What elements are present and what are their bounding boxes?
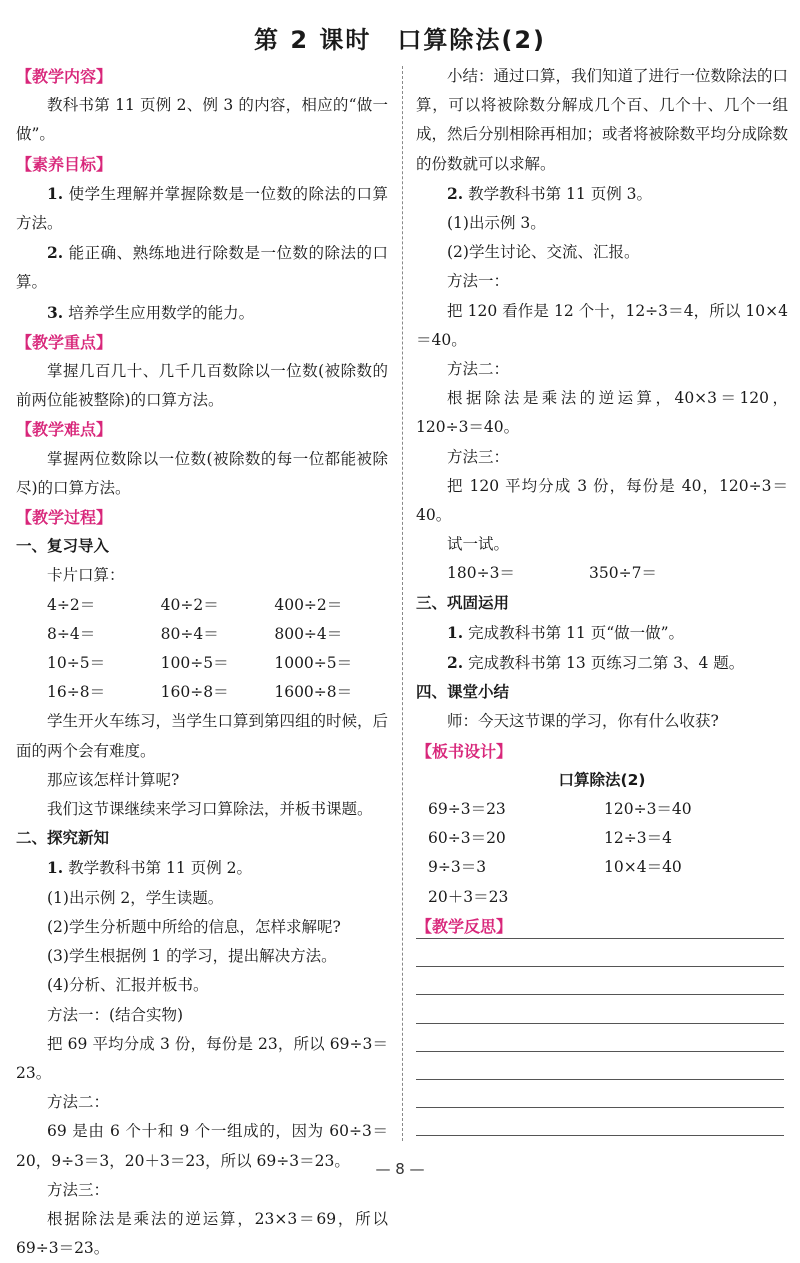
summary-text: 小结：通过口算，我们知道了进行一位数除法的口算，可以将被除数分解成几个百、几个十、几个一组成，然后分别相除再相加；或者将被除数平均分成除数的份数就可以求解。 — [416, 67, 789, 173]
page-title: 第 2 课时 口算除法(2) — [253, 26, 547, 54]
heading-process: 【教学过程】 — [16, 508, 113, 528]
left-column — [16, 62, 388, 1263]
method-1-label: 方法一： — [447, 272, 510, 291]
paragraph-train: 学生开火车练习，当学生口算到第四组的时候，后面的两个会有难度。 — [16, 712, 389, 760]
step-2: (2)学生分析题中所给的信息，怎样求解呢? — [47, 917, 341, 936]
writing-line — [416, 938, 784, 939]
writing-line — [416, 1079, 784, 1080]
card-item: 800÷4＝ — [274, 624, 343, 643]
goal-2-number: 2. — [47, 243, 64, 263]
section-explore: 二、探究新知 — [16, 829, 110, 848]
card-item: 40÷2＝ — [160, 595, 219, 614]
goal-1 — [16, 179, 388, 238]
writing-line — [416, 994, 784, 995]
board-item: 20＋3＝23 — [428, 887, 509, 906]
example-2-number: 1. — [47, 858, 64, 878]
right-column — [416, 62, 788, 941]
writing-line — [416, 1051, 784, 1052]
board-item: 9÷3＝3 — [428, 858, 487, 877]
board-row — [416, 795, 788, 824]
card-item: 160÷8＝ — [160, 683, 229, 702]
goal-1-number: 1. — [47, 183, 64, 203]
step-1: (1)出示例 3。 — [447, 214, 546, 233]
heading-key-point: 【教学重点】 — [16, 332, 113, 352]
writing-line — [416, 1023, 784, 1024]
reflection-lines[interactable] — [416, 938, 784, 1164]
heading-content: 【教学内容】 — [16, 67, 113, 86]
goal-3 — [16, 298, 388, 328]
example-3-text: 教学教科书第 11 页例 3。 — [463, 184, 652, 203]
page-number: — 8 — — [375, 1160, 425, 1178]
section-summary: 四、课堂小结 — [416, 683, 510, 702]
heading-board: 【板书设计】 — [416, 741, 513, 761]
method-2-label: 方法二： — [447, 360, 510, 379]
method-1-label: 方法一：(结合实物) — [47, 1005, 184, 1024]
cards-label: 卡片口算： — [47, 566, 125, 585]
board-row — [416, 853, 788, 882]
column-divider — [402, 66, 403, 1141]
card-item: 100÷5＝ — [160, 654, 229, 673]
try-row — [416, 559, 788, 588]
card-row — [16, 620, 388, 649]
card-item: 400÷2＝ — [274, 595, 343, 614]
example-3 — [416, 179, 788, 209]
board-item: 10×4＝40 — [604, 858, 682, 877]
heading-reflection: 【教学反思】 — [416, 916, 513, 936]
practice-2-number: 2. — [447, 653, 464, 673]
board-row — [416, 883, 788, 912]
writing-line — [416, 966, 784, 967]
card-item: 8÷4＝ — [47, 624, 96, 643]
heading-goals: 【素养目标】 — [16, 154, 113, 174]
try-label: 试一试。 — [447, 535, 510, 554]
paragraph-topic: 我们这节课继续来学习口算除法，并板书课题。 — [47, 800, 373, 819]
board-item: 120÷3＝40 — [604, 800, 692, 819]
goal-2-text: 能正确、熟练地进行除数是一位数的除法的口算。 — [16, 244, 388, 292]
board-item: 60÷3＝20 — [428, 829, 506, 848]
card-item: 10÷5＝ — [47, 654, 106, 673]
goal-3-number: 3. — [47, 302, 64, 322]
practice-2-text: 完成教科书第 13 页练习二第 3、4 题。 — [463, 654, 745, 673]
method-1-text: 把 120 看作是 12 个十，12÷3＝4，所以 10×4＝40。 — [416, 301, 788, 349]
example-2-text: 教学教科书第 11 页例 2。 — [63, 859, 252, 878]
card-row — [16, 591, 388, 620]
summary-question: 师：今天这节课的学习，你有什么收获? — [447, 712, 719, 731]
paragraph-question: 那应该怎样计算呢? — [47, 770, 180, 789]
card-row — [16, 678, 388, 707]
board-item: 69÷3＝23 — [428, 800, 506, 819]
example-3-number: 2. — [447, 183, 464, 203]
method-3-label: 方法三： — [447, 447, 510, 466]
method-3-text: 把 120 平均分成 3 份，每份是 40，120÷3＝40。 — [416, 476, 788, 525]
step-3: (3)学生根据例 1 的学习，提出解决方法。 — [47, 947, 337, 966]
practice-2 — [416, 648, 788, 678]
card-item: 1000÷5＝ — [274, 654, 353, 673]
heading-difficulty: 【教学难点】 — [16, 420, 113, 440]
try-item: 180÷3＝ — [447, 564, 515, 583]
practice-1 — [416, 618, 788, 648]
method-3-label: 方法三： — [47, 1180, 110, 1199]
card-row — [16, 649, 388, 678]
key-point-text: 掌握几百几十、几千几百数除以一位数(被除数的前两位能被整除)的口算方法。 — [16, 362, 388, 410]
method-2-text: 根据除法是乘法的逆运算，40×3＝120，120÷3＝40。 — [416, 389, 788, 437]
step-4: (4)分析、汇报并板书。 — [47, 976, 209, 995]
practice-1-text: 完成教科书第 11 页“做一做”。 — [463, 623, 685, 642]
method-2-text: 69 是由 6 个十和 9 个一组成的，因为 60÷3＝20，9÷3＝3，20＋3＝23，所以 69÷3＝23。 — [16, 1122, 388, 1170]
method-1-text: 把 69 平均分成 3 份，每份是 23，所以 69÷3＝23。 — [16, 1034, 388, 1082]
practice-1-number: 1. — [447, 622, 464, 642]
section-review: 一、复习导入 — [16, 537, 110, 556]
goal-1-text: 使学生理解并掌握除数是一位数的除法的口算方法。 — [16, 184, 388, 233]
writing-line — [416, 1107, 784, 1108]
example-2 — [16, 853, 388, 883]
try-item: 350÷7＝ — [589, 564, 657, 583]
board-row — [416, 824, 788, 853]
section-practice: 三、巩固运用 — [416, 593, 510, 612]
card-item: 1600÷8＝ — [274, 683, 353, 702]
card-item: 16÷8＝ — [47, 683, 106, 702]
goal-2 — [16, 238, 388, 297]
card-item: 80÷4＝ — [160, 624, 219, 643]
goal-3-text: 培养学生应用数学的能力。 — [63, 303, 255, 322]
card-item: 4÷2＝ — [47, 595, 96, 614]
difficulty-text: 掌握两位数除以一位数(被除数的每一位都能被除尽)的口算方法。 — [16, 449, 388, 497]
board-item: 12÷3＝4 — [604, 829, 672, 848]
writing-line — [416, 1135, 784, 1136]
content-text: 教科书第 11 页例 2、例 3 的内容，相应的“做一做”。 — [16, 96, 388, 144]
board-title: 口算除法(2) — [558, 770, 646, 789]
method-3-text: 根据除法是乘法的逆运算，23×3＝69，所以 69÷3＝23。 — [16, 1209, 388, 1258]
method-2-label: 方法二： — [47, 1093, 110, 1112]
step-1: (1)出示例 2，学生读题。 — [47, 888, 224, 907]
step-2: (2)学生讨论、交流、汇报。 — [447, 243, 640, 262]
